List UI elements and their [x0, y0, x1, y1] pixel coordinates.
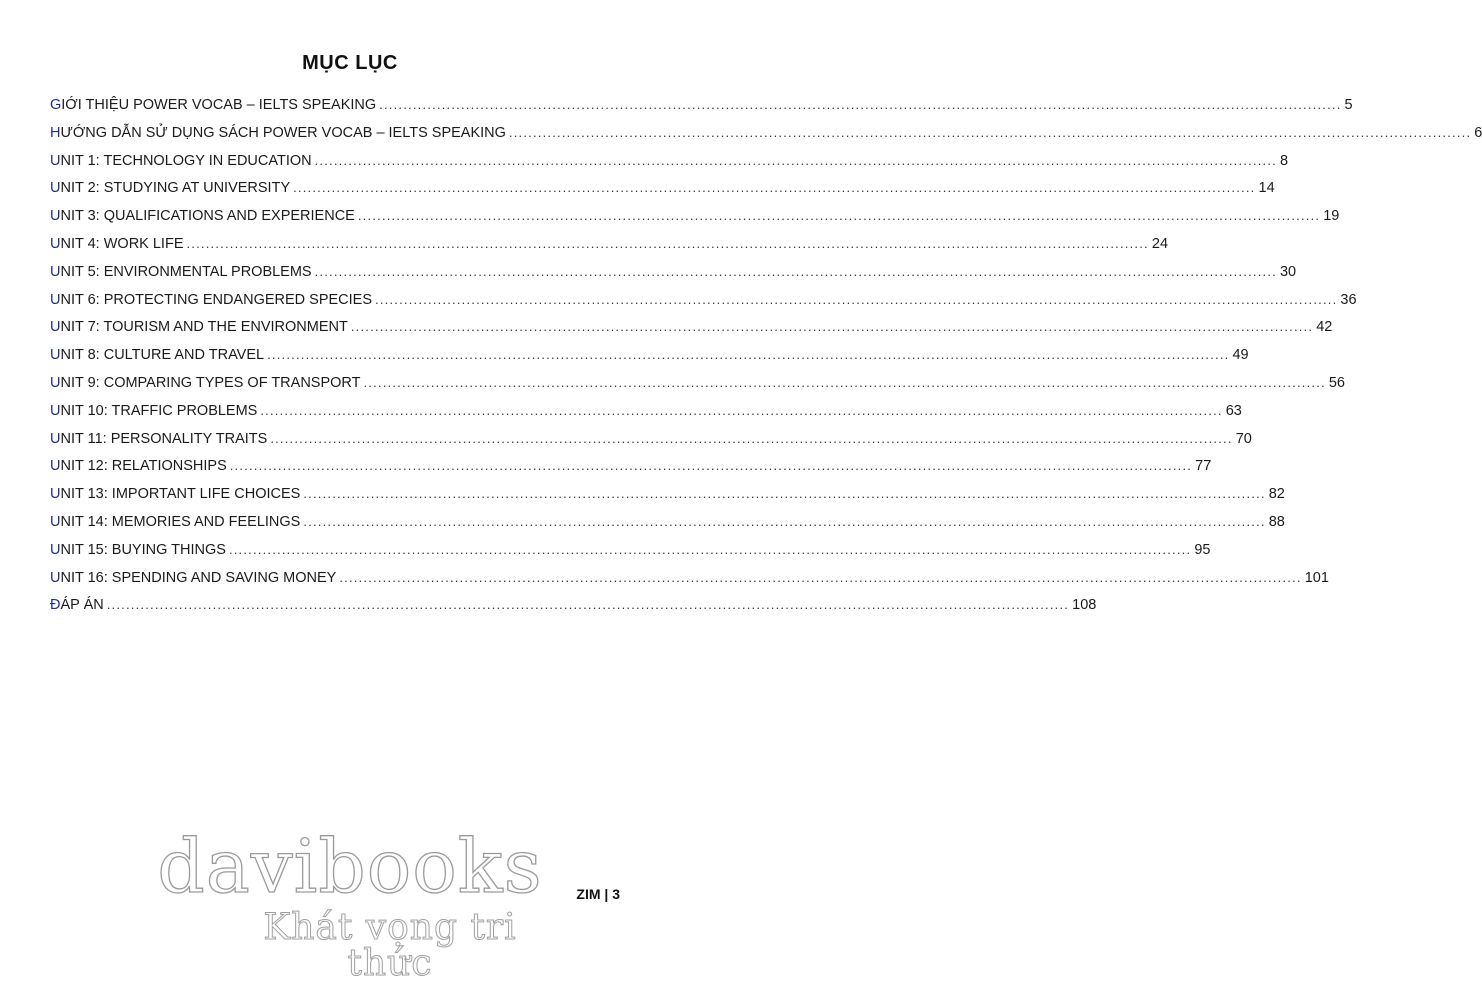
toc-entry-text: NIT 9: COMPARING TYPES OF TRANSPORT: [60, 374, 361, 391]
toc-dot-leader: ........................................................................................................................................................................................................: [270, 430, 1233, 446]
toc-dot-leader: ........................................................................................................................................................................................................: [508, 124, 1472, 140]
toc-page-number: 63: [1225, 402, 1242, 419]
watermark-brand: davibooks: [157, 824, 543, 910]
toc-entry-label: [50, 597, 104, 613]
toc-dot-leader: ........................................................................................................................................................................................................: [314, 152, 1277, 168]
toc-entry-text: NIT 3: QUALIFICATIONS AND EXPERIENCE: [60, 208, 355, 225]
toc-entry-initial: U: [50, 152, 61, 169]
toc-entry-initial: U: [50, 458, 61, 475]
toc-entry-label: [50, 458, 227, 474]
toc-page-number: 101: [1304, 569, 1329, 586]
toc-entry[interactable]: [50, 347, 1249, 375]
toc-dot-leader: ........................................................................................................................................................................................................: [293, 180, 1256, 196]
table-of-contents: [50, 97, 1482, 625]
toc-page-number: 36: [1340, 291, 1357, 308]
toc-entry-label: [50, 208, 355, 224]
toc-entry-initial: U: [50, 208, 61, 225]
toc-entry-initial: U: [50, 291, 61, 308]
toc-entry-text: NIT 4: WORK LIFE: [60, 235, 184, 252]
toc-entry-text: NIT 2: STUDYING AT UNIVERSITY: [60, 180, 291, 197]
toc-entry-initial: U: [50, 402, 61, 419]
toc-entry-label: [50, 125, 506, 141]
toc-entry-initial: U: [50, 347, 61, 364]
toc-dot-leader: ........................................................................................................................................................................................................: [228, 541, 1192, 557]
toc-entry-label: [50, 514, 300, 530]
toc-dot-leader: ........................................................................................................................................................................................................: [303, 486, 1266, 502]
toc-entry[interactable]: [50, 430, 1252, 459]
toc-entry-initial: U: [50, 541, 61, 558]
toc-page-number: 6: [1474, 124, 1482, 141]
toc-entry[interactable]: [50, 513, 1285, 542]
toc-entry-text: NIT 8: CULTURE AND TRAVEL: [60, 347, 265, 364]
toc-dot-leader: ........................................................................................................................................................................................................: [186, 235, 1149, 251]
toc-entry[interactable]: [50, 486, 1285, 514]
toc-dot-leader: ........................................................................................................................................................................................................: [375, 291, 1338, 307]
toc-page-number: 108: [1072, 597, 1097, 614]
toc-entry-text: NIT 16: SPENDING AND SAVING MONEY: [60, 569, 337, 586]
page-number: ZIM | 3: [576, 886, 620, 902]
toc-entry-label: [50, 97, 376, 113]
toc-page-number: 14: [1258, 180, 1275, 197]
toc-entry-label: [50, 403, 257, 419]
toc-entry[interactable]: [50, 402, 1242, 431]
toc-entry-initial: H: [50, 124, 61, 141]
toc-dot-leader: ........................................................................................................................................................................................................: [229, 458, 1193, 474]
toc-entry-text: NIT 15: BUYING THINGS: [60, 541, 226, 558]
watermark-logo: [140, 824, 560, 984]
toc-entry-label: [50, 264, 312, 280]
toc-page-number: 82: [1268, 486, 1285, 503]
toc-entry-initial: U: [50, 235, 61, 252]
toc-dot-leader: ........................................................................................................................................................................................................: [303, 513, 1266, 529]
toc-entry-text: ÁP ÁN: [60, 597, 104, 614]
toc-entry-text: NIT 6: PROTECTING ENDANGERED SPECIES: [60, 291, 373, 308]
toc-entry[interactable]: [50, 458, 1212, 486]
toc-entry-text: NIT 5: ENVIRONMENTAL PROBLEMS: [60, 263, 312, 280]
toc-entry[interactable]: [50, 152, 1289, 181]
toc-entry-initial: U: [50, 430, 61, 447]
toc-entry[interactable]: [50, 291, 1357, 320]
toc-page-number: 24: [1151, 235, 1169, 252]
toc-entry-initial: U: [50, 513, 61, 530]
toc-page-number: 8: [1279, 152, 1289, 169]
toc-page-number: 30: [1279, 263, 1297, 280]
toc-entry-initial: G: [50, 97, 62, 113]
toc-entry-text: NIT 12: RELATIONSHIPS: [60, 458, 227, 475]
toc-page-number: 70: [1235, 430, 1252, 447]
toc-page-number: 95: [1194, 541, 1211, 558]
toc-entry[interactable]: [50, 235, 1169, 264]
toc-entry-text: IỚI THIỆU POWER VOCAB – IELTS SPEAKING: [61, 97, 377, 113]
toc-dot-leader: ........................................................................................................................................................................................................: [350, 319, 1314, 335]
toc-dot-leader: ........................................................................................................................................................................................................: [260, 402, 1223, 418]
toc-entry-text: NIT 13: IMPORTANT LIFE CHOICES: [60, 486, 301, 503]
toc-entry-text: NIT 14: MEMORIES AND FEELINGS: [60, 513, 301, 530]
toc-entry-text: NIT 10: TRAFFIC PROBLEMS: [60, 402, 258, 419]
toc-entry[interactable]: [50, 180, 1275, 208]
toc-entry-label: [50, 431, 267, 447]
toc-entry-initial: U: [50, 486, 61, 503]
toc-page-number: 49: [1232, 347, 1249, 364]
toc-entry[interactable]: [50, 97, 1353, 125]
toc-entry-initial: U: [50, 374, 61, 391]
watermark-slogan: Khát vọng tri thức: [263, 907, 517, 984]
toc-entry[interactable]: [50, 124, 1482, 153]
toc-dot-leader: ........................................................................................................................................................................................................: [339, 569, 1302, 585]
toc-page-number: 56: [1328, 374, 1345, 391]
toc-page-number: 88: [1268, 513, 1285, 530]
toc-entry-initial: U: [50, 319, 61, 336]
toc-dot-leader: ........................................................................................................................................................................................................: [363, 374, 1326, 390]
toc-entry[interactable]: [50, 569, 1329, 598]
toc-entry-text: NIT 11: PERSONALITY TRAITS: [60, 430, 268, 447]
toc-entry-label: [50, 347, 264, 363]
toc-entry-label: [50, 486, 300, 502]
toc-page-number: 77: [1195, 458, 1212, 475]
toc-entry[interactable]: [50, 319, 1333, 347]
toc-entry[interactable]: [50, 597, 1097, 625]
toc-entry-initial: U: [50, 180, 61, 197]
toc-page-number: 19: [1323, 208, 1340, 225]
toc-entry-initial: U: [50, 569, 61, 586]
toc-entry[interactable]: [50, 374, 1345, 403]
toc-dot-leader: ........................................................................................................................................................................................................: [106, 597, 1070, 613]
toc-entry-label: [50, 236, 184, 252]
page-title: MỤC LỤC: [302, 52, 398, 74]
toc-page-number: 5: [1344, 97, 1353, 113]
toc-entry[interactable]: [50, 541, 1211, 570]
toc-entry-text: NIT 1: TECHNOLOGY IN EDUCATION: [60, 152, 312, 169]
toc-entry[interactable]: [50, 263, 1297, 292]
toc-dot-leader: ........................................................................................................................................................................................................: [379, 97, 1342, 112]
toc-entry-label: [50, 292, 372, 308]
toc-entry-label: [50, 180, 290, 196]
toc-dot-leader: ........................................................................................................................................................................................................: [267, 347, 1230, 363]
toc-dot-leader: ........................................................................................................................................................................................................: [357, 208, 1321, 224]
toc-entry-text: NIT 7: TOURISM AND THE ENVIRONMENT: [60, 319, 348, 336]
toc-dot-leader: ........................................................................................................................................................................................................: [314, 263, 1277, 279]
toc-entry-label: [50, 542, 226, 558]
toc-entry-initial: Đ: [50, 597, 61, 614]
toc-entry[interactable]: [50, 208, 1340, 236]
toc-entry-label: [50, 570, 336, 586]
toc-entry-label: [50, 153, 312, 169]
toc-entry-text: ƯỚNG DẪN SỬ DỤNG SÁCH POWER VOCAB – IELTS SPEAKING: [60, 124, 506, 141]
toc-page-number: 42: [1316, 319, 1333, 336]
toc-entry-initial: U: [50, 263, 61, 280]
toc-entry-label: [50, 319, 348, 335]
toc-entry-label: [50, 375, 360, 391]
